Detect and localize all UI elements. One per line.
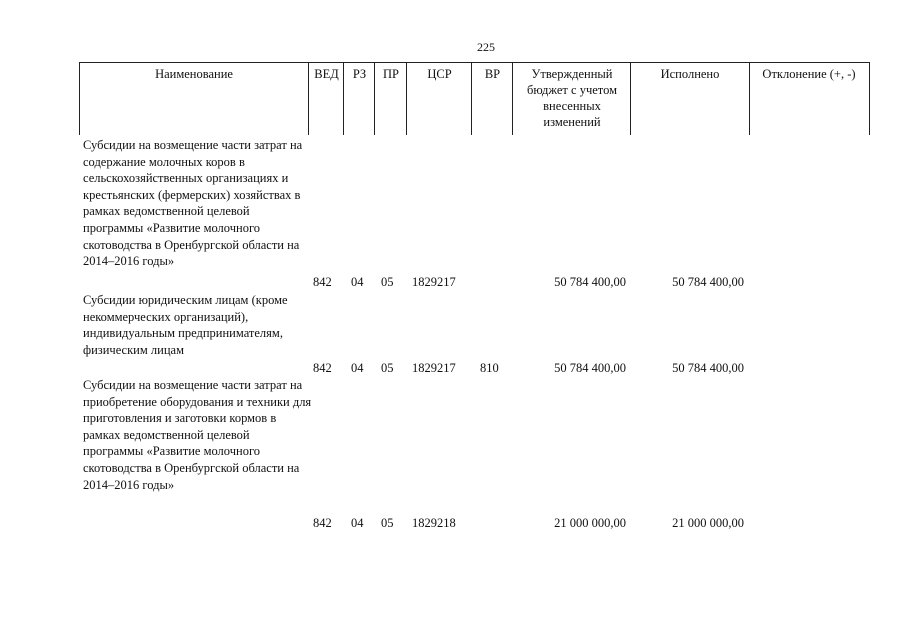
row-3-csr: 1829218: [412, 516, 456, 530]
header-csr: ЦСР: [427, 67, 452, 81]
row-3-pr: 05: [381, 516, 394, 530]
row-1-pr: 05: [381, 275, 394, 289]
row-2-name: Субсидии юридическим лицам (кроме некоммерческих организаций), индивидуальным предпринимателям, физическим лицам: [83, 293, 288, 357]
row-3-ved: 842: [313, 516, 332, 530]
row-3-rz: 04: [351, 516, 364, 530]
header-approved-budget: Утвержденный бюджет с учетом внесенных изменений: [526, 67, 617, 129]
row-2-rz: 04: [351, 361, 364, 375]
row-2-ved: 842: [313, 361, 332, 375]
row-2-csr: 1829217: [412, 361, 456, 375]
header-pr: ПР: [383, 67, 399, 81]
header-deviation: Отклонение (+, -): [762, 67, 856, 81]
row-2-vr: 810: [480, 361, 499, 375]
page-number: 225: [477, 40, 495, 54]
header-name: Наименование: [155, 67, 233, 81]
row-3-name: Субсидии на возмещение части затрат на приобретение оборудования и техники для приготовления и заготовки кормов в рамках ведомственной целевой программы «Развитие молочного скотоводства в Оренбургской области на 2014–2016 годы»: [83, 378, 312, 492]
row-3-executed: 21 000 000,00: [672, 516, 744, 530]
row-2-approved: 50 784 400,00: [554, 361, 626, 375]
row-1-ved: 842: [313, 275, 332, 289]
header-vr: ВР: [484, 67, 501, 81]
column-divider: [869, 62, 870, 135]
row-2-pr: 05: [381, 361, 394, 375]
row-1-rz: 04: [351, 275, 364, 289]
row-1-approved: 50 784 400,00: [554, 275, 626, 289]
header-executed: Исполнено: [660, 67, 720, 81]
row-1-csr: 1829217: [412, 275, 456, 289]
row-3-approved: 21 000 000,00: [554, 516, 626, 530]
row-1-executed: 50 784 400,00: [672, 275, 744, 289]
header-rz: РЗ: [352, 67, 367, 81]
row-1-name: Субсидии на возмещение части затрат на содержание молочных коров в сельскохозяйственных организациях и крестьянских (фермерских) хозяйствах в рамках ведомственной целевой программы «Развитие молочного скотоводства в Оренбургской области на 2014–2016 годы»: [83, 138, 303, 269]
header-ved: ВЕД: [314, 67, 339, 81]
table-top-border: [79, 62, 870, 63]
row-2-executed: 50 784 400,00: [672, 361, 744, 375]
